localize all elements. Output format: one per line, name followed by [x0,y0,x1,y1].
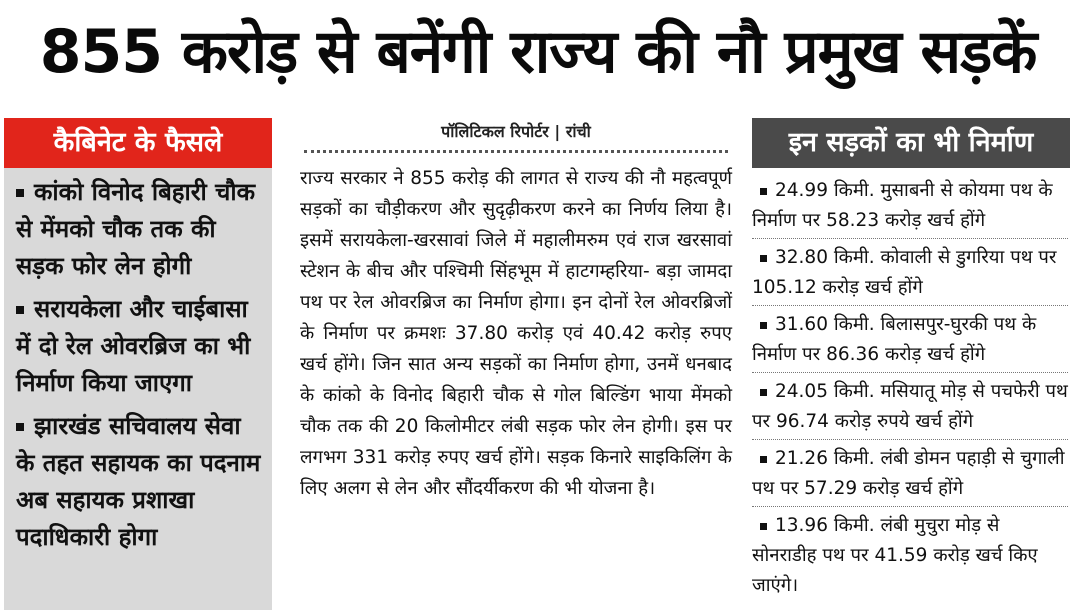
list-item-text: 13.96 किमी. लंबी मुचुरा मोड़ से सोनराडीह पथ पर 41.59 करोड़ खर्च किए जाएंगे। [752,515,1038,596]
article-column [298,118,734,610]
list-item [752,310,1068,373]
cabinet-decisions-title: कैबिनेट के फैसले [4,118,272,168]
list-item-text: 31.60 किमी. बिलासपुर-घुरकी पथ के निर्माण पर 86.36 करोड़ खर्च होंगे [752,314,1037,365]
bullet-icon [760,255,767,262]
list-item [4,285,272,402]
bullet-icon [760,389,767,396]
list-item [752,176,1068,239]
bullet-icon [760,456,767,463]
bullet-icon [16,423,24,431]
article-body: राज्य सरकार ने 855 करोड़ की लागत से राज्य की नौ महत्वपूर्ण सड़कों का चौड़ीकरण और सुदृढ़ीकरण करने का निर्णय लिया है। इसमें सरायकेला-खरसावां जिले में महालीमरुम एवं राज खरसावां स्टेशन के बीच और पश्चिमी सिंहभूम में हाटगम्हरिया- बड़ा जामदा पथ पर रेल ओवरब्रिज का निर्माण होगा। इन दोनों रेल ओवरब्रिजों के निर्माण पर क्रमशः 37.80 करोड़ एवं 40.42 करोड़ रुपए खर्च होंगे। जिन सात अन्य सड़कों का निर्माण होगा, उनमें धनबाद के कांको के विनोद बिहारी चौक से गोल बिल्डिंग भाया मेंमको चौक तक की 20 किलोमीटर लंबी सड़क फोर लेन होगी। इस पर लगभग 331 करोड़ रुपए खर्च होंगे। सड़क किनारे साइकिलिंग के लिए अलग से लेन और सौंदर्यीकरण की भी योजना है। [300,168,732,499]
list-item [752,444,1068,507]
list-item-text: 21.26 किमी. लंबी डोमन पहाड़ी से चुगाली पथ पर 57.29 करोड़ खर्च होंगे [752,448,1065,499]
other-roads-list [752,168,1070,603]
list-item [752,243,1068,306]
list-item-text: झारखंड सचिवालय सेवा के तहत सहायक का पदनाम अब सहायक प्रशाखा पदाधिकारी होगा [16,412,261,551]
list-item-text: 24.99 किमी. मुसाबनी से कोयमा पथ के निर्माण पर 58.23 करोड़ खर्च होंगे [752,180,1053,231]
cabinet-decisions-box [4,118,272,610]
bullet-icon [760,322,767,329]
list-item [4,168,272,285]
list-item [752,511,1068,603]
bullet-icon [16,189,24,197]
other-roads-title: इन सड़कों का भी निर्माण [752,118,1070,168]
bullet-icon [760,523,767,530]
dotted-divider [304,150,728,153]
bullet-icon [760,188,767,195]
list-item-text: 32.80 किमी. कोवाली से डुगरिया पथ पर 105.12 करोड़ खर्च होंगे [752,247,1057,298]
list-item-text: 24.05 किमी. मसियातू मोड़ से पचफेरी पथ पर 96.74 करोड़ रुपये खर्च होंगे [752,381,1068,432]
list-item-text: सरायकेला और चाईबासा में दो रेल ओवरब्रिज का भी निर्माण किया जाएगा [16,295,251,397]
headline: 855 करोड़ से बनेंगी राज्य की नौ प्रमुख सड़कें [39,17,1037,87]
list-item [4,402,272,556]
byline: पॉलिटिकल रिपोर्टर | रांची [441,122,591,141]
list-item [752,377,1068,440]
bullet-icon [16,306,24,314]
list-item-text: कांको विनोद बिहारी चौक से मेंमको चौक तक की सड़क फोर लेन होगी [16,178,256,280]
other-roads-box [752,118,1070,610]
